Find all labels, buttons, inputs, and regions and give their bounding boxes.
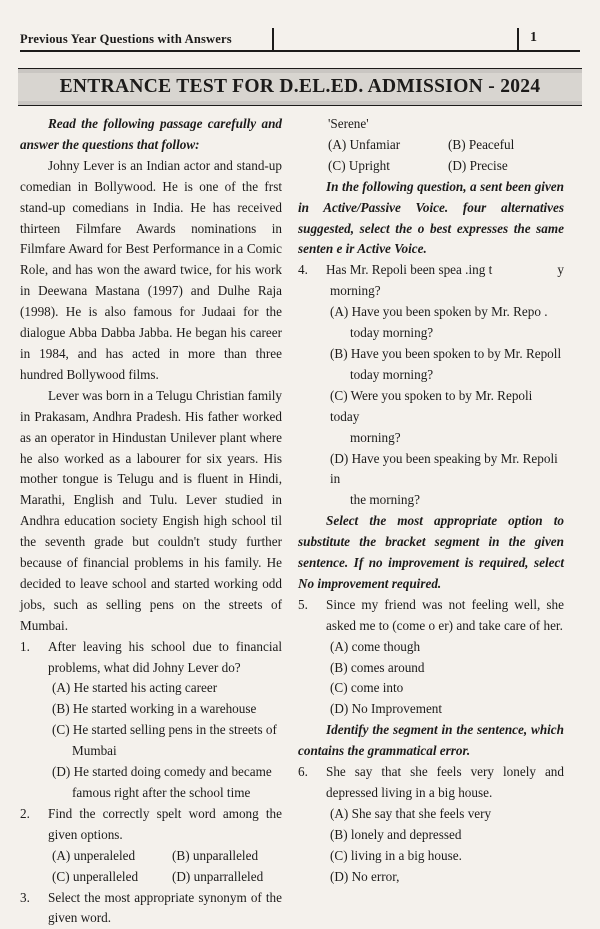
running-title: Previous Year Questions with Answers xyxy=(20,32,232,46)
question-line xyxy=(326,260,564,281)
option-b: (B) Have you been spoken to by Mr. Repoll xyxy=(330,345,562,361)
header-divider xyxy=(272,28,274,50)
question-text: Find the correctly spelt word among the given options. xyxy=(48,805,282,842)
banner-title: ENTRANCE TEST FOR D.EL.ED. ADMISSION - 2024 xyxy=(18,73,582,101)
option-a: (A) She say that she feels very xyxy=(330,805,492,821)
option-b: (B) comes around xyxy=(330,659,425,675)
passage-instruction: Read the following passage carefully and answer the questions that follow: xyxy=(20,116,282,152)
voice-instruction: In the following question, a sent been given in Active/Passive Voice. four alternatives suggested, select the o best expresses the same senten e ir Active Voice. xyxy=(298,178,564,257)
page-number: 1 xyxy=(530,30,537,45)
option-d: (D) He started doing comedy and became xyxy=(52,764,272,780)
option-a: (A) come though xyxy=(330,638,421,654)
option-row-2 xyxy=(20,867,282,888)
option-b: (B) He started working in a warehouse xyxy=(52,701,257,717)
option-d: (D) No Improvement xyxy=(330,701,443,717)
question-number: 2. xyxy=(20,805,30,821)
option-c-cont: morning? xyxy=(350,429,401,445)
option-d: (D) unparralleled xyxy=(172,868,264,884)
question-text-end: y xyxy=(557,262,564,278)
question-text: Has Mr. Repoli been spea .ing t xyxy=(326,262,493,278)
option-a: (A) Have you been spoken by Mr. Repo . xyxy=(330,304,548,320)
question-text: Select the most appropriate synonym of the given word. xyxy=(48,889,282,926)
question-1 xyxy=(20,637,282,679)
question-3 xyxy=(20,888,282,929)
question-number: 5. xyxy=(298,596,308,612)
question-text: She say that she feels very lonely and depressed living in a big house. xyxy=(326,764,564,800)
section-banner xyxy=(18,68,582,106)
header-rule xyxy=(20,50,580,52)
option-d-cont: the morning? xyxy=(350,492,420,508)
question-text-cont: morning? xyxy=(330,283,381,299)
option-a: (A) He started his acting career xyxy=(52,680,218,696)
option-a: (A) Unfamiar xyxy=(328,136,401,152)
option-c: (C) He started selling pens in the streets of xyxy=(52,722,277,738)
question-2 xyxy=(20,804,282,846)
improvement-instruction: Select the most appropriate option to substitute the bracket segment in the given sentence. If no improvement is required, select No improvement required. xyxy=(298,513,564,591)
option-c: (C) Were you spoken to by Mr. Repoli today xyxy=(330,387,533,424)
option-d-cont: famous right after the school time xyxy=(72,785,251,800)
option-row-1 xyxy=(20,846,282,867)
option-b: (B) unparalleled xyxy=(172,847,259,863)
option-row-2 xyxy=(298,156,564,177)
question-4 xyxy=(298,260,564,281)
question-number: 3. xyxy=(20,889,30,905)
question-number: 1. xyxy=(20,638,30,654)
option-c: (C) living in a big house. xyxy=(330,847,462,863)
option-b: (B) lonely and depressed xyxy=(330,826,462,842)
option-c-cont: Mumbai xyxy=(72,743,117,759)
left-column xyxy=(20,114,282,929)
option-c: (C) unperalleled xyxy=(52,868,139,884)
question-5 xyxy=(298,595,564,637)
passage-paragraph-2: Lever was born in a Telugu Christian family in Prakasam, Andhra Pradesh. His father worked as an operator in Hindustan Unilever plant where he also worked as a labourer for six years. His mother tongue is Telugu and is fluent in Hindi, Marathi, English and Tulu. Lever studied in Andhra education society Engish high school til the seventh grade but couldn't study further because of financial problems in his family. He decided to leave school and started working odd jobs, such as selling pens on the streets of Mumbai. xyxy=(20,387,282,633)
option-d: (D) Have you been speaking by Mr. Repoli in xyxy=(330,450,558,487)
question-text: After leaving his school due to financial problems, what did Johny Lever do? xyxy=(48,638,282,675)
question-text: Since my friend was not feeling well, she asked me to (come o er) and take care of her. xyxy=(326,596,564,633)
header-tick xyxy=(517,28,519,50)
question-6 xyxy=(298,762,564,804)
question-number: 4. xyxy=(298,262,308,278)
option-d: (D) No error, xyxy=(330,868,400,884)
option-b: (B) Peaceful xyxy=(448,136,515,152)
option-d: (D) Precise xyxy=(448,157,508,173)
option-b-cont: today morning? xyxy=(350,366,434,382)
question-number: 6. xyxy=(298,764,308,780)
option-c: (C) Upright xyxy=(328,157,390,173)
option-a: (A) unperaleled xyxy=(52,847,136,863)
right-column xyxy=(298,114,564,888)
page-header xyxy=(20,28,580,50)
option-a-cont: today morning? xyxy=(350,325,434,341)
error-instruction: Identify the segment in the sentence, which contains the grammatical error. xyxy=(298,722,564,759)
synonym-word: 'Serene' xyxy=(328,116,369,131)
passage-paragraph-1: Johny Lever is an Indian actor and stand-up comedian in Bollywood. He is one of the frst stand-up comedians in India. He has received thirteen Filmfare Awards nominations in Filmfare Award for Best Performance in a Comic Role, and has won the award twice, for his work in Deewana Mastana (1997) and Dulhe Raja (1998). He is also famous for Judaai for the dialogue Abba Dabba Jabba. He began his career in 1984, and has acted in more than three hundred Bollywood films. xyxy=(20,157,282,382)
option-c: (C) come into xyxy=(330,680,404,696)
option-row-1 xyxy=(298,135,564,156)
